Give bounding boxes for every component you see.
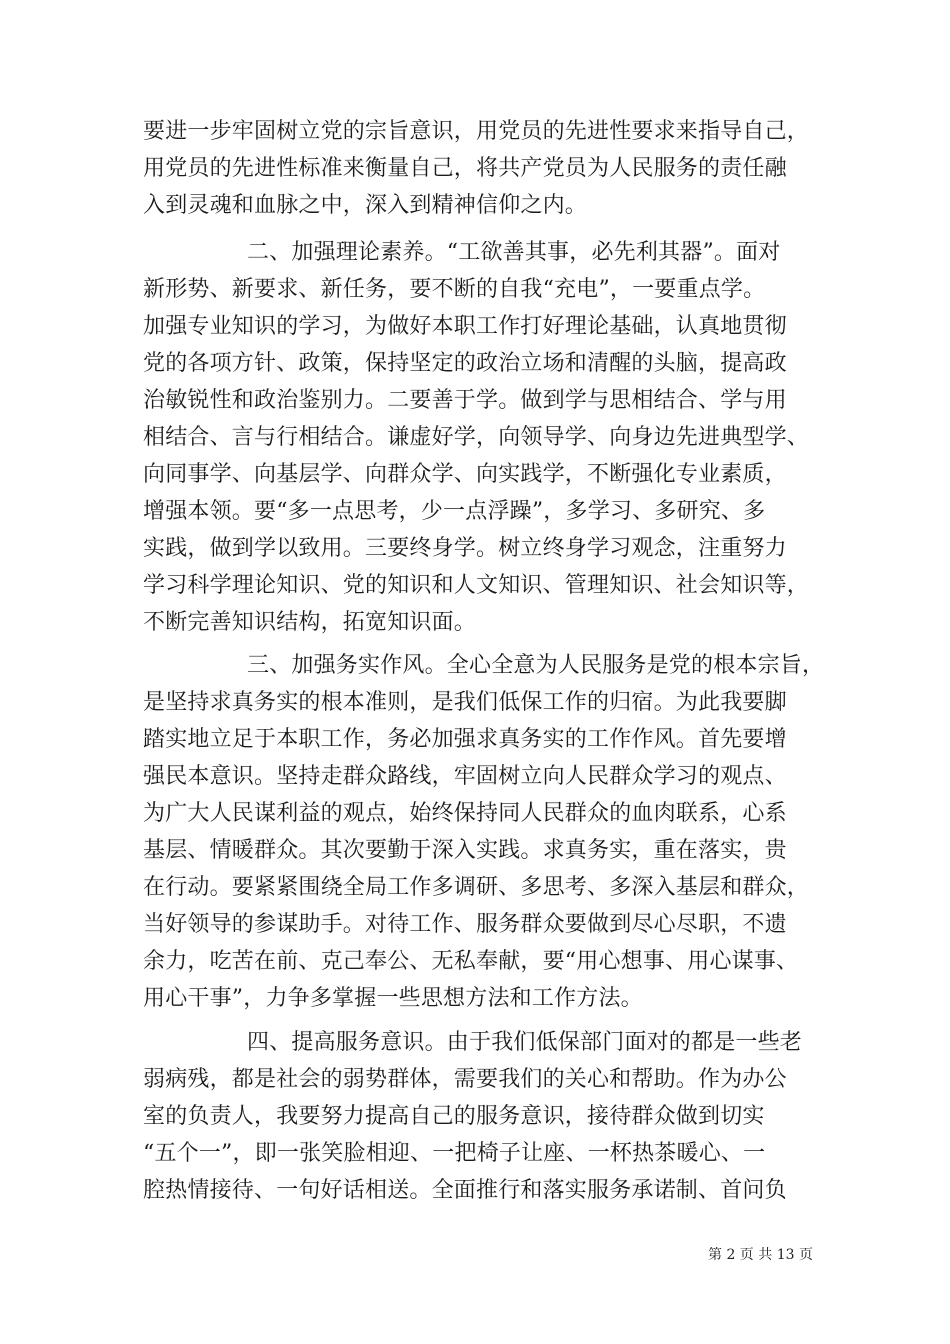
text-line: 余力，吃苦在前、克己奉公、无私奉献，要“用心想事、用心谋事、 bbox=[143, 949, 799, 974]
text-line: 相结合、言与行相结合。谦虚好学，向领导学、向身边先进典型学、 bbox=[143, 425, 810, 450]
text-line: “五个一”，即一张笑脸相迎、一把椅子让座、一杯热茶暖心、一 bbox=[143, 1141, 766, 1166]
text-line: 新形势、新要求、新任务，要不断的自我“充电”，一要重点学。 bbox=[143, 277, 766, 302]
text-line: 当好领导的参谋助手。对待工作、服务群众要做到尽心尽职，不遗 bbox=[143, 912, 787, 937]
text-line: 室的负责人，我要努力提高自己的服务意识，接待群众做到切实 bbox=[143, 1104, 765, 1129]
text-line: 腔热情接待、一句好话相送。全面推行和落实服务承诺制、首问负 bbox=[143, 1178, 787, 1203]
text-line: 向同事学、向基层学、向群众学、向实践学，不断强化专业素质， bbox=[143, 462, 787, 487]
text-line: 基层、情暖群众。其次要勤于深入实践。求真务实，重在落实，贵 bbox=[143, 838, 787, 863]
text-line: 实践，做到学以致用。三要终身学。树立终身学习观念，注重努力 bbox=[143, 536, 787, 561]
text-line: 不断完善知识结构，拓宽知识面。 bbox=[143, 610, 477, 635]
text-line: 治敏锐性和政治鉴别力。二要善于学。做到学与思相结合、学与用 bbox=[143, 388, 787, 413]
text-line: 要进一步牢固树立党的宗旨意识，用党员的先进性要求来指导自己， bbox=[143, 119, 810, 144]
text-line: 是坚持求真务实的根本准则，是我们低保工作的归宿。为此我要脚 bbox=[143, 690, 787, 715]
section-heading-line: 四、提高服务意识。由于我们低保部门面对的都是一些老 bbox=[247, 1030, 803, 1055]
text-line: 学习科学理论知识、党的知识和人文知识、管理知识、社会知识等， bbox=[143, 573, 810, 598]
text-line: 强民本意识。坚持走群众路线，牢固树立向人民群众学习的观点、 bbox=[143, 764, 787, 789]
text-line: 入到灵魂和血脉之中，深入到精神信仰之内。 bbox=[143, 193, 588, 218]
text-line: 增强本领。要“多一点思考，少一点浮躁”，多学习、多研究、多 bbox=[143, 499, 766, 524]
section-heading-line: 三、加强务实作风。全心全意为人民服务是党的根本宗旨， bbox=[247, 653, 825, 678]
text-line: 党的各项方针、政策，保持坚定的政治立场和清醒的头脑，提高政 bbox=[143, 351, 787, 376]
text-line: 用心干事”，力争多掌握一些思想方法和工作方法。 bbox=[143, 986, 643, 1011]
page-number-footer: 第 2 页 共 13 页 bbox=[708, 1247, 813, 1263]
text-line: 用党员的先进性标准来衡量自己，将共产党员为人民服务的责任融 bbox=[143, 156, 787, 181]
text-line: 加强专业知识的学习，为做好本职工作打好理论基础，认真地贯彻 bbox=[143, 314, 787, 339]
text-line: 在行动。要紧紧围绕全局工作多调研、多思考、多深入基层和群众， bbox=[143, 875, 810, 900]
text-line: 弱病残，都是社会的弱势群体，需要我们的关心和帮助。作为办公 bbox=[143, 1067, 787, 1092]
section-heading-line: 二、加强理论素养。“工欲善其事，必先利其器”。面对 bbox=[247, 240, 781, 265]
text-line: 为广大人民谋利益的观点，始终保持同人民群众的血肉联系，心系 bbox=[143, 801, 787, 826]
text-line: 踏实地立足于本职工作，务必加强求真务实的工作作风。首先要增 bbox=[143, 727, 787, 752]
